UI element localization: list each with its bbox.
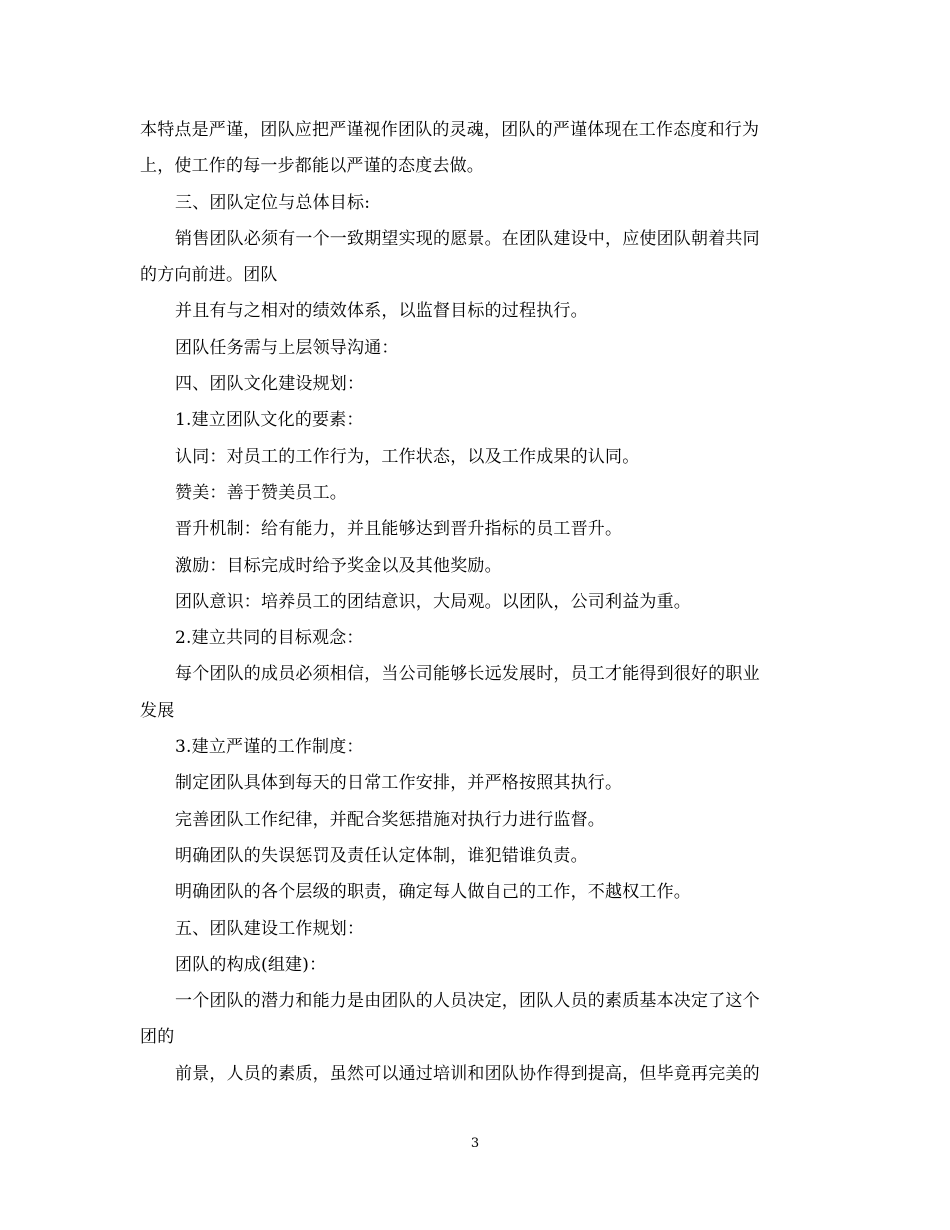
subsection-heading: 1.建立团队文化的要素： bbox=[175, 410, 364, 431]
text-line: 团的 bbox=[140, 1027, 175, 1048]
text-line: 发展 bbox=[140, 700, 175, 721]
text-line: 晋升机制：给有能力，并且能够达到晋升指标的员工晋升。 bbox=[175, 519, 623, 540]
text-line: 并且有与之相对的绩效体系，以监督目标的过程执行。 bbox=[175, 301, 588, 322]
text-line: 团队意识：培养员工的团结意识，大局观。以团队，公司利益为重。 bbox=[175, 591, 691, 612]
section-heading: 五、团队建设工作规划： bbox=[175, 918, 365, 939]
section-heading: 三、团队定位与总体目标: bbox=[175, 192, 371, 213]
text-line: 制定团队具体到每天的日常工作安排，并严格按照其执行。 bbox=[175, 773, 623, 794]
text-line: 本特点是严谨，团队应把严谨视作团队的灵魂，团队的严谨体现在工作态度和行为 bbox=[140, 120, 760, 140]
text-line: 明确团队的失误惩罚及责任认定体制，谁犯错谁负责。 bbox=[175, 845, 588, 866]
text-line: 一个团队的潜力和能力是由团队的人员决定，团队人员的素质基本决定了这个 bbox=[175, 991, 760, 1012]
text-line: 完善团队工作纪律，并配合奖惩措施对执行力进行监督。 bbox=[175, 809, 605, 830]
text-line: 团队的构成(组建)： bbox=[175, 954, 327, 975]
text-line: 赞美：善于赞美员工。 bbox=[175, 482, 347, 503]
subsection-heading: 2.建立共同的目标观念： bbox=[175, 628, 364, 649]
text-line: 销售团队必须有一个一致期望实现的愿景。在团队建设中，应使团队朝着共同 bbox=[175, 228, 760, 249]
text-line: 明确团队的各个层级的职责，确定每人做自己的工作，不越权工作。 bbox=[175, 882, 691, 903]
section-heading: 四、团队文化建设规划： bbox=[175, 374, 365, 395]
body-text bbox=[140, 112, 816, 1092]
page-number: 3 bbox=[470, 1136, 480, 1151]
text-line: 认同：对员工的工作行为，工作状态，以及工作成果的认同。 bbox=[175, 446, 640, 467]
text-line: 激励：目标完成时给予奖金以及其他奖励。 bbox=[175, 555, 502, 576]
subsection-heading: 3.建立严谨的工作制度： bbox=[175, 737, 364, 758]
text-line: 每个团队的成员必须相信，当公司能够长远发展时，员工才能得到很好的职业 bbox=[175, 664, 760, 685]
text-line: 的方向前进。团队 bbox=[140, 265, 278, 286]
text-line: 上，使工作的每一步都能以严谨的态度去做。 bbox=[140, 156, 484, 177]
text-line: 前景，人员的素质，虽然可以通过培训和团队协作得到提高，但毕竟再完美的 bbox=[175, 1063, 760, 1084]
text-line: 团队任务需与上层领导沟通： bbox=[175, 337, 399, 358]
